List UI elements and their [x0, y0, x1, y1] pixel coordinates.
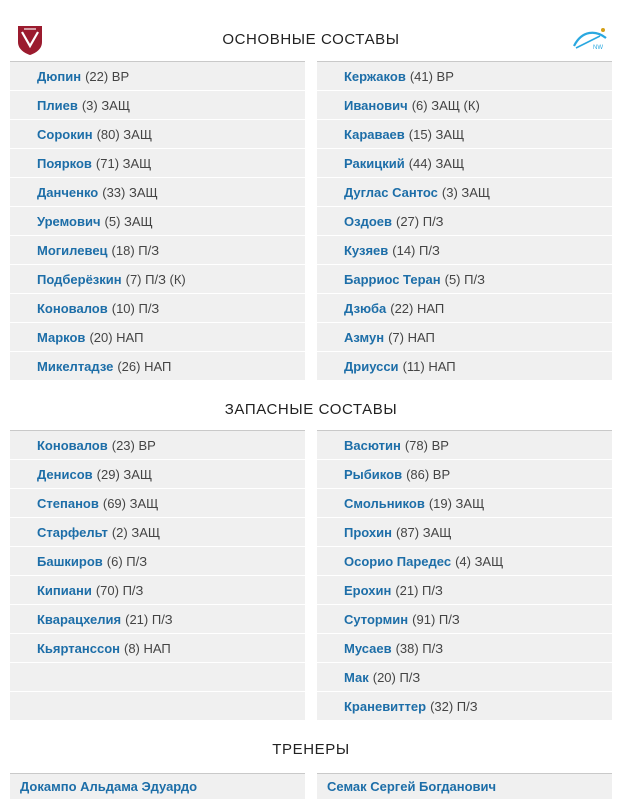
player-number-position: (22) НАП	[390, 301, 445, 316]
player-name-link[interactable]: Микелтадзе	[37, 359, 114, 374]
player-name-link[interactable]: Башкиров	[37, 554, 103, 569]
player-row	[10, 62, 305, 91]
player-number-position: (21) П/З	[125, 612, 173, 627]
player-name-link[interactable]: Коновалов	[37, 301, 108, 316]
player-name-link[interactable]: Азмун	[344, 330, 385, 345]
player-number-position: (80) ЗАЩ	[96, 127, 153, 142]
away-coach-link[interactable]: Семак Сергей Богданович	[317, 773, 612, 799]
player-number-position: (78) ВР	[404, 438, 449, 453]
player-number-position: (6) П/З	[106, 554, 148, 569]
player-number-position: (71) ЗАЩ	[95, 156, 152, 171]
player-name-link[interactable]: Кипиани	[37, 583, 92, 598]
player-name-link[interactable]: Степанов	[37, 496, 99, 511]
player-name-link[interactable]: Ракицкий	[344, 156, 405, 171]
player-number-position: (91) П/З	[412, 612, 460, 627]
player-number-position: (3) ЗАЩ	[441, 185, 491, 200]
player-number-position: (20) НАП	[89, 330, 144, 345]
player-row	[317, 605, 612, 634]
player-number-position: (7) П/З (К)	[125, 272, 186, 287]
player-row	[317, 547, 612, 576]
player-row	[317, 149, 612, 178]
player-row	[10, 294, 305, 323]
player-name-link[interactable]: Уремович	[37, 214, 101, 229]
player-row	[317, 265, 612, 294]
player-row	[317, 576, 612, 605]
home-coach-link[interactable]: Докампо Альдама Эдуардо	[10, 773, 305, 799]
player-row	[317, 178, 612, 207]
player-row	[10, 634, 305, 663]
away-subs-lineup	[317, 430, 612, 721]
player-row	[10, 178, 305, 207]
player-number-position: (19) ЗАЩ	[428, 496, 485, 511]
player-number-position: (10) П/З	[111, 301, 160, 316]
player-number-position: (5) ЗАЩ	[104, 214, 153, 229]
subs-lineups-title: ЗАПАСНЫЕ СОСТАВЫ	[224, 401, 398, 418]
player-name-link[interactable]: Дуглас Сантос	[344, 185, 438, 200]
player-row	[317, 207, 612, 236]
player-number-position: (44) ЗАЩ	[408, 156, 465, 171]
player-row	[10, 460, 305, 489]
player-row	[317, 518, 612, 547]
player-name-link[interactable]: Дриусси	[344, 359, 399, 374]
home-main-lineup	[10, 61, 305, 381]
player-name-link[interactable]: Плиев	[37, 98, 78, 113]
player-number-position: (26) НАП	[117, 359, 172, 374]
player-row	[10, 323, 305, 352]
player-name-link[interactable]: Кьяртанссон	[37, 641, 120, 656]
player-row	[317, 489, 612, 518]
player-row	[317, 62, 612, 91]
player-number-position: (21) П/З	[395, 583, 443, 598]
player-number-position: (22) ВР	[85, 69, 130, 84]
player-row	[317, 323, 612, 352]
player-number-position: (20) П/З	[372, 670, 421, 685]
player-row	[317, 431, 612, 460]
svg-text:NW: NW	[593, 45, 603, 51]
player-name-link[interactable]: Мусаев	[344, 641, 392, 656]
player-row	[10, 605, 305, 634]
player-number-position: (70) П/З	[95, 583, 144, 598]
player-name-link[interactable]: Дюпин	[37, 69, 82, 84]
player-number-position: (29) ЗАЩ	[96, 467, 153, 482]
player-name-link[interactable]: Кержаков	[344, 69, 406, 84]
player-name-link[interactable]: Кварацхелия	[37, 612, 122, 627]
player-name-link[interactable]: Краневиттер	[344, 699, 427, 714]
player-number-position: (86) ВР	[406, 467, 451, 482]
player-name-link[interactable]: Оздоев	[344, 214, 392, 229]
player-number-position: (14) П/З	[392, 243, 440, 258]
player-name-link[interactable]: Сутормин	[344, 612, 409, 627]
player-row	[317, 236, 612, 265]
player-number-position: (4) ЗАЩ	[455, 554, 504, 569]
player-number-position: (41) ВР	[409, 69, 454, 84]
player-number-position: (15) ЗАЩ	[408, 127, 465, 142]
player-number-position: (69) ЗАЩ	[102, 496, 159, 511]
player-number-position: (3) ЗАЩ	[81, 98, 131, 113]
player-name-link[interactable]: Рыбиков	[344, 467, 403, 482]
player-number-position: (38) П/З	[395, 641, 444, 656]
player-row	[317, 352, 612, 381]
player-row	[317, 91, 612, 120]
player-row	[317, 460, 612, 489]
player-name-link[interactable]: Ерохин	[344, 583, 392, 598]
player-row	[10, 576, 305, 605]
player-row	[10, 207, 305, 236]
player-name-link[interactable]: Марков	[37, 330, 86, 345]
player-row	[10, 236, 305, 265]
zenit-logo-icon	[570, 26, 610, 52]
player-number-position: (6) ЗАЩ (К)	[411, 98, 480, 113]
player-row	[317, 634, 612, 663]
player-number-position: (2) ЗАЩ	[111, 525, 161, 540]
player-name-link[interactable]: Кузяев	[344, 243, 389, 258]
empty-row	[10, 692, 305, 721]
away-main-lineup	[317, 61, 612, 381]
player-row	[10, 352, 305, 381]
player-name-link[interactable]: Прохин	[344, 525, 392, 540]
player-row	[317, 663, 612, 692]
player-row	[317, 294, 612, 323]
home-subs-lineup	[10, 430, 305, 721]
player-name-link[interactable]: Поярков	[37, 156, 92, 171]
player-name-link[interactable]: Иванович	[344, 98, 408, 113]
player-number-position: (33) ЗАЩ	[102, 185, 158, 200]
player-number-position: (27) П/З	[396, 214, 444, 229]
player-name-link[interactable]: Васютин	[344, 438, 401, 453]
player-number-position: (32) П/З	[430, 699, 478, 714]
player-number-position: (23) ВР	[111, 438, 156, 453]
player-row	[10, 518, 305, 547]
empty-row	[10, 663, 305, 692]
player-row	[317, 120, 612, 149]
player-row	[10, 120, 305, 149]
coaches-title: ТРЕНЕРЫ	[272, 741, 350, 758]
player-row	[10, 265, 305, 294]
player-name-link[interactable]: Денисов	[37, 467, 93, 482]
player-name-link[interactable]: Осорио Паредес	[344, 554, 452, 569]
player-name-link[interactable]: Сорокин	[37, 127, 93, 142]
player-row	[10, 547, 305, 576]
player-name-link[interactable]: Могилевец	[37, 243, 108, 258]
player-row	[10, 149, 305, 178]
player-row	[10, 91, 305, 120]
player-row	[10, 489, 305, 518]
player-name-link[interactable]: Данченко	[37, 185, 99, 200]
player-name-link[interactable]: Смольников	[344, 496, 425, 511]
player-number-position: (7) НАП	[388, 330, 435, 345]
player-name-link[interactable]: Коновалов	[37, 438, 108, 453]
player-number-position: (8) НАП	[123, 641, 171, 656]
player-name-link[interactable]: Старфельт	[37, 525, 108, 540]
player-name-link[interactable]: Мак	[344, 670, 369, 685]
player-number-position: (87) ЗАЩ	[395, 525, 452, 540]
player-number-position: (11) НАП	[402, 359, 456, 374]
player-row	[10, 431, 305, 460]
player-number-position: (18) П/З	[111, 243, 160, 258]
player-name-link[interactable]: Подберёзкин	[37, 272, 122, 287]
player-name-link[interactable]: Караваев	[344, 127, 405, 142]
main-lineups-title: ОСНОВНЫЕ СОСТАВЫ	[222, 31, 400, 48]
player-number-position: (5) П/З	[444, 272, 485, 287]
player-name-link[interactable]: Дзюба	[344, 301, 387, 316]
player-name-link[interactable]: Барриос Теран	[344, 272, 441, 287]
player-row	[317, 692, 612, 721]
